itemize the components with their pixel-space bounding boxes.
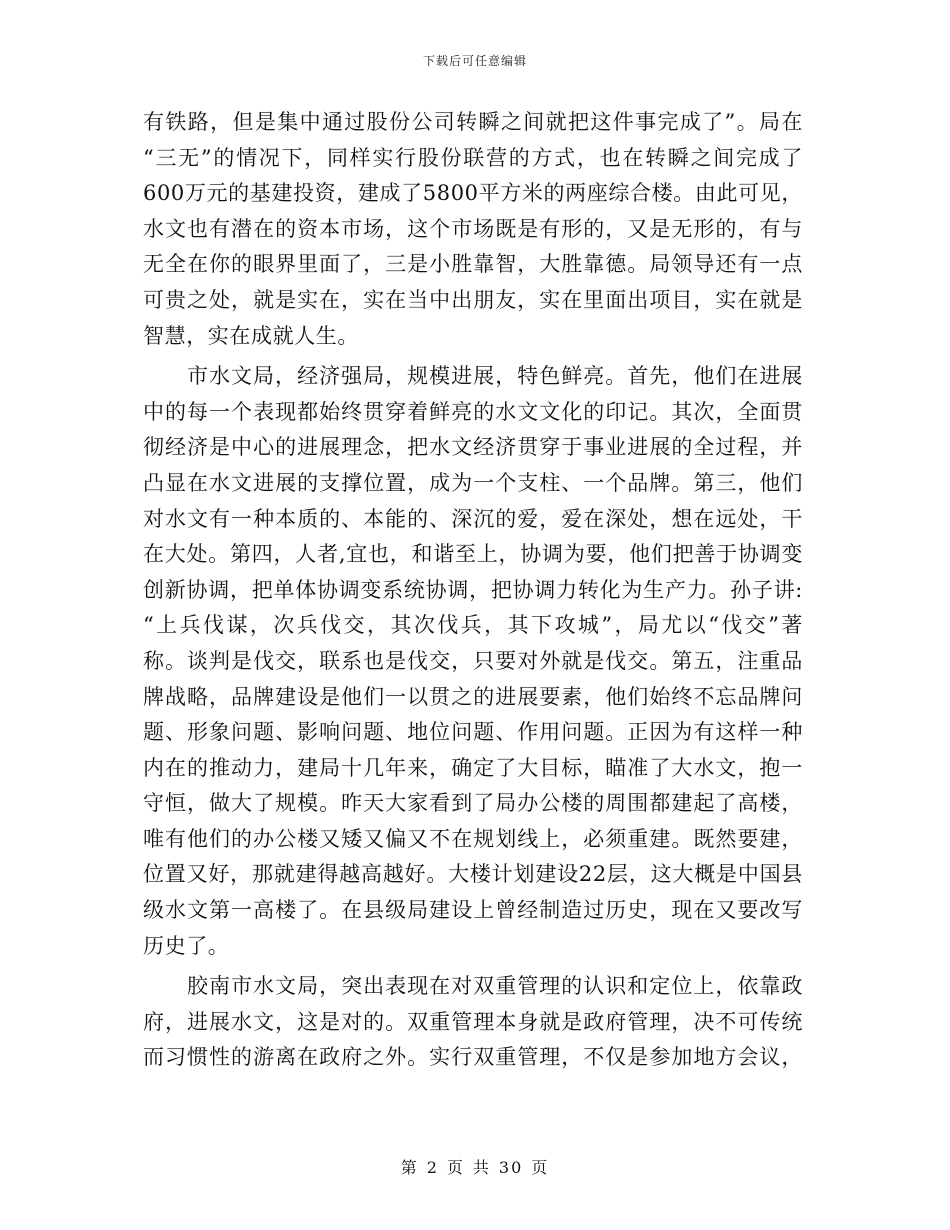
text-line: 级水文第一高楼了。在县级局建设上曾经制造过历史，现在又要改写	[143, 898, 803, 923]
page-footer	[0, 1155, 950, 1178]
text-line: 可贵之处，就是实在，实在当中出朋友，实在里面出项目，实在就是	[143, 287, 803, 312]
text-line: 市水文局，经济强局，规模进展，特色鲜亮。首先，他们在进展	[187, 364, 803, 389]
total-pages: 30	[498, 1158, 524, 1177]
footer-page-word: 页	[446, 1158, 465, 1177]
text-line: 唯有他们的办公楼又矮又偏又不在规划线上，必须重建。既然要建，	[143, 826, 803, 851]
text-line: 彻经济是中心的进展理念，把水文经济贯穿于事业进展的全过程，并	[143, 435, 803, 460]
header-text: 下载后可任意编辑	[422, 54, 527, 68]
text-line: 题、形象问题、影响问题、地位问题、作用问题。正因为有这样一种	[143, 720, 803, 745]
text-line: 600万元的基建投资，建成了5800平方米的两座综合楼。由此可见，	[143, 181, 803, 206]
text-line: 中的每一个表现都始终贯穿着鲜亮的水文文化的印记。其次，全面贯	[143, 399, 803, 424]
document-body	[143, 105, 803, 1081]
text-line: 守恒，做大了规模。昨天大家看到了局办公楼的周围都建起了高楼，	[143, 791, 803, 816]
page-number: 2	[426, 1158, 439, 1177]
footer-suffix: 页	[531, 1158, 550, 1177]
text-line: “上兵伐谋，次兵伐交，其次伐兵，其下攻城”，局尤以“伐交”著	[143, 613, 803, 638]
text-line: 凸显在水文进展的支撑位置，成为一个支柱、一个品牌。第三，他们	[143, 470, 803, 495]
text-line: 内在的推动力，建局十几年来，确定了大目标，瞄准了大水文，抱一	[143, 755, 803, 780]
text-line: 历史了。	[143, 933, 230, 958]
text-line: 对水文有一种本质的、本能的、深沉的爱，爱在深处，想在远处，干	[143, 506, 803, 531]
page-header	[0, 52, 950, 69]
text-line: 牌战略，品牌建设是他们一以贯之的进展要素，他们始终不忘品牌问	[143, 684, 803, 709]
text-line: 胶南市水文局，突出表现在对双重管理的认识和定位上，依靠政	[187, 974, 803, 999]
text-line: 在大处。第四，人者,宜也，和谐至上，协调为要，他们把善于协调变	[143, 542, 803, 567]
text-line: “三无”的情况下，同样实行股份联营的方式，也在转瞬之间完成了	[143, 145, 803, 170]
paragraph-3	[143, 969, 803, 1076]
text-line: 智慧，实在成就人生。	[143, 323, 359, 348]
text-line: 无全在你的眼界里面了，三是小胜靠智，大胜靠德。局领导还有一点	[143, 252, 803, 277]
footer-total-prefix: 共	[472, 1158, 491, 1177]
text-line: 称。谈判是伐交，联系也是伐交，只要对外就是伐交。第五，注重品	[143, 648, 803, 673]
paragraph-2	[143, 359, 803, 964]
text-line: 有铁路，但是集中通过股份公司转瞬之间就把这件事完成了”。局在	[143, 110, 803, 134]
footer-prefix: 第	[400, 1158, 419, 1177]
text-line: 位置又好，那就建得越高越好。大楼计划建设22层，这大概是中国县	[143, 862, 803, 887]
paragraph-1	[143, 105, 803, 354]
text-line: 府，进展水文，这是对的。双重管理本身就是政府管理，决不可传统	[143, 1009, 803, 1034]
text-line: 创新协调，把单体协调变系统协调，把协调力转化为生产力。孙子讲:	[143, 577, 803, 602]
text-line: 水文也有潜在的资本市场，这个市场既是有形的，又是无形的，有与	[143, 216, 803, 241]
text-line: 而习惯性的游离在政府之外。实行双重管理，不仅是参加地方会议，	[143, 1045, 803, 1070]
